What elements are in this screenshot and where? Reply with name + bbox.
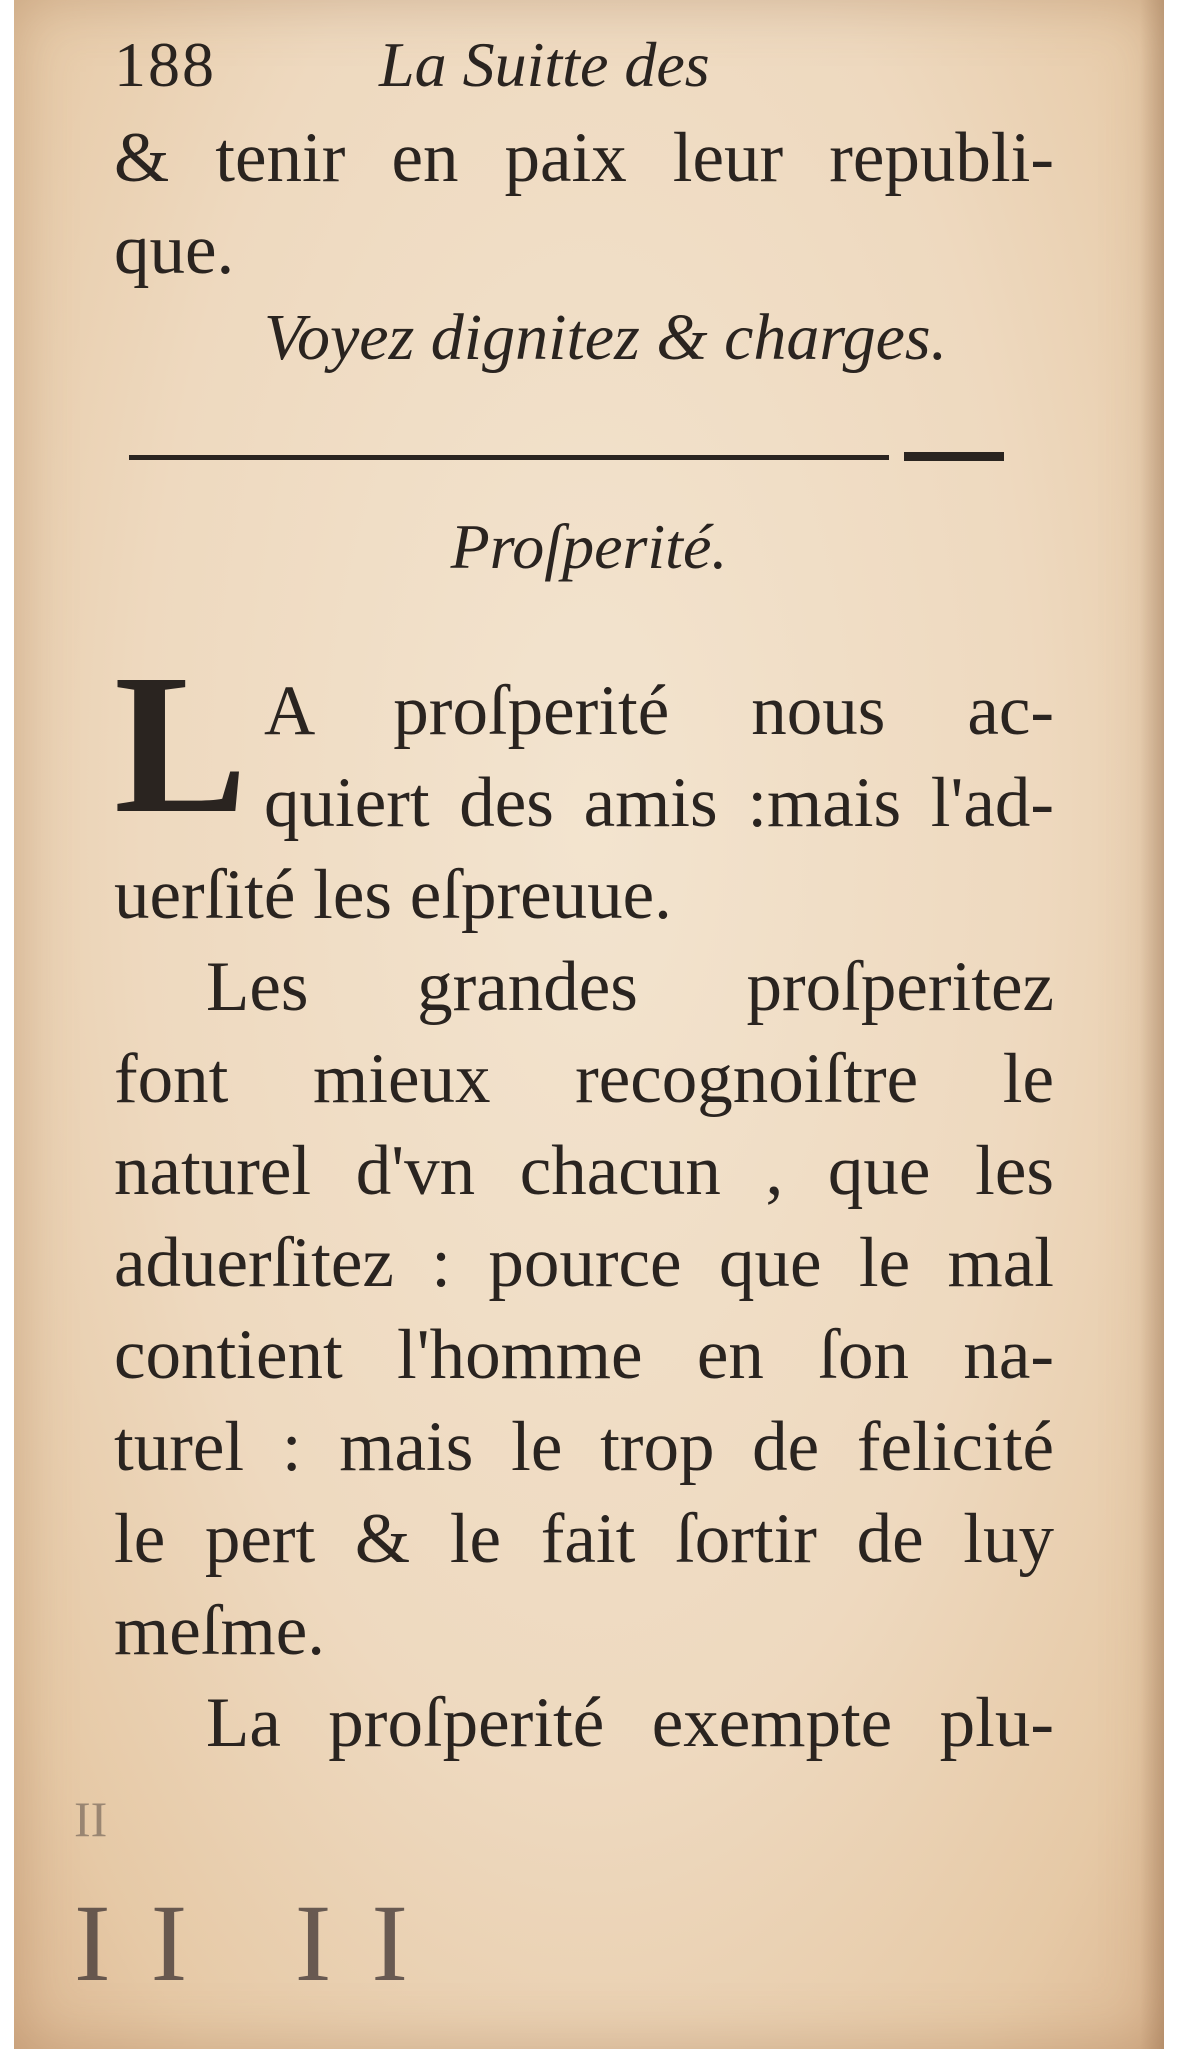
book-page <box>14 0 1164 2049</box>
signature-mark-small: II <box>74 1791 108 1847</box>
running-title: La Suitte des <box>379 29 710 100</box>
text-line: meſme. <box>114 1592 325 1670</box>
text-line: uerſité les eſpreuue. <box>114 856 672 934</box>
section-title: Proſperité. <box>450 511 728 582</box>
text-line: aduerſitez : pource que le mal <box>114 1224 1054 1302</box>
paragraph-3 <box>114 1677 1054 1769</box>
signature-marks: II II <box>74 1882 449 2004</box>
paragraph-2 <box>114 941 1054 1677</box>
carryover-text <box>114 112 1054 296</box>
cross-reference: Voyez dignitez & charges. <box>264 301 948 374</box>
text-line: naturel d'vn chacun , que les <box>114 1132 1054 1210</box>
paragraph-1 <box>114 665 1054 941</box>
running-head <box>114 28 1074 108</box>
text-line: Les grandes proſperitez <box>206 948 1054 1026</box>
text-line: contient l'homme en ſon na- <box>114 1316 1054 1394</box>
section-divider-rule-end <box>904 452 1004 461</box>
text-line: turel : mais le trop de felicité <box>114 1408 1054 1486</box>
page-edge-shadow <box>1140 0 1164 2049</box>
text-line: font mieux recognoiſtre le <box>114 1040 1054 1118</box>
text-line: La proſperité exempte plu- <box>206 1684 1054 1762</box>
text-line: que. <box>114 211 235 289</box>
text-line: le pert & le fait ſortir de luy <box>114 1500 1054 1578</box>
text-line: A proſperité nous ac- <box>264 672 1054 750</box>
section-divider-rule <box>129 455 889 460</box>
drop-cap: L <box>114 634 248 855</box>
page-number: 188 <box>114 29 216 100</box>
text-line: & tenir en paix leur republi- <box>114 119 1054 197</box>
text-line: quiert des amis :mais l'ad- <box>264 764 1054 842</box>
